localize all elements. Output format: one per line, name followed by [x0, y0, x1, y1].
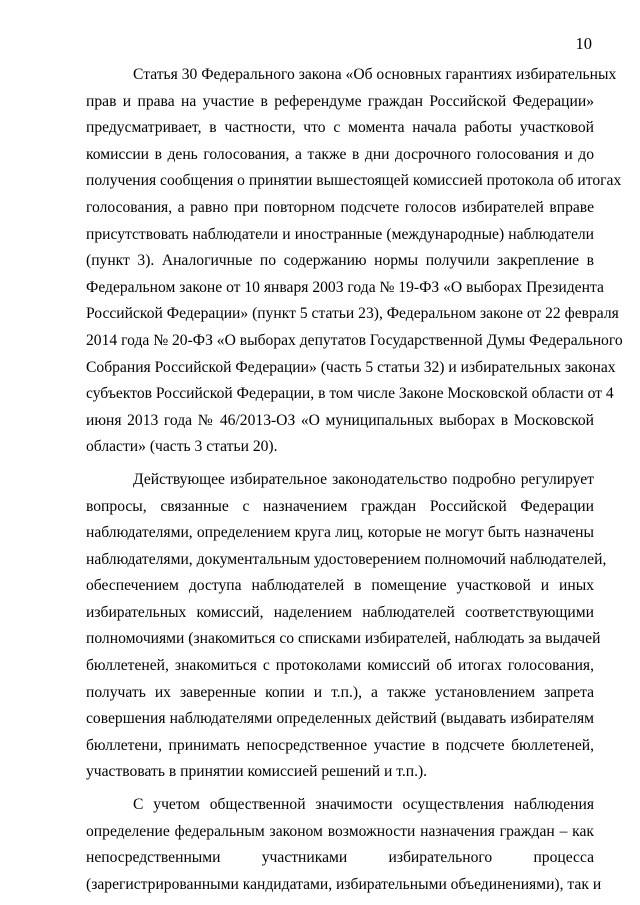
- text-line: участвовать в принятии комиссией решений и т.п.).: [86, 763, 428, 781]
- text-line: совершения наблюдателями определенных действий (выдавать избирателям: [86, 710, 594, 728]
- text-line: Собрания Российской Федерации» (часть 5 статьи 32) и избирательных законах: [86, 358, 616, 376]
- text-line: голосования, а равно при повторном подсчете голосов избирателей вправе: [86, 198, 594, 216]
- body-text: [86, 62, 623, 898]
- text-line: области» (часть 3 статьи 20).: [86, 438, 278, 456]
- text-line: (пункт 3). Аналогичные по содержанию нормы получили закрепление в: [86, 252, 594, 270]
- text-line: полномочиями (знакомиться со списками избирателей, наблюдать за выдачей: [86, 630, 601, 648]
- text-line: получения сообщения о принятии вышестоящей комиссией протокола об итогах: [86, 172, 622, 190]
- text-line: прав и права на участие в референдуме граждан Российской Федерации»: [86, 92, 594, 110]
- page-number: 10: [575, 34, 592, 53]
- text-line: 2014 года № 20-ФЗ «О выборах депутатов Государственной Думы Федерального: [86, 331, 623, 349]
- text-line: бюллетени, принимать непосредственное участие в подсчете бюллетеней,: [86, 736, 594, 754]
- text-line: (зарегистрированными кандидатами, избирательными объединениями), так и: [86, 875, 602, 893]
- text-line: наблюдателями, документальным удостоверением полномочий наблюдателей,: [86, 550, 607, 568]
- text-line: Статья 30 Федерального закона «Об основных гарантиях избирательных: [133, 66, 617, 83]
- text-line: наблюдателями, определением круга лиц, которые не могут быть назначены: [86, 524, 594, 542]
- text-line: комиссии в день голосования, а также в дни досрочного голосования и до: [86, 145, 594, 163]
- text-line: непосредственными участниками избирательного процесса: [86, 849, 594, 867]
- paragraph-article-30: [86, 62, 623, 461]
- text-line: июня 2013 года № 46/2013-ОЗ «О муниципальных выборах в Московской: [86, 411, 594, 429]
- paragraph-public-significance: [86, 792, 602, 898]
- text-line: Российской Федерации» (пункт 5 статьи 23), Федеральном законе от 22 февраля: [86, 305, 619, 323]
- text-line: предусматривает, в частности, что с момента начала работы участковой: [86, 119, 594, 137]
- text-line: определение федеральным законом возможности назначения граждан – как: [86, 822, 594, 840]
- text-line: Действующее избирательное законодательство подробно регулирует: [133, 470, 594, 488]
- text-line: субъектов Российской Федерации, в том числе Законе Московской области от 4: [86, 385, 614, 403]
- text-line: избирательных комиссий, наделением наблюдателей соответствующими: [86, 603, 594, 621]
- text-line: Федеральном законе от 10 января 2003 года № 19-ФЗ «О выборах Президента: [86, 278, 604, 296]
- text-line: бюллетеней, знакомиться с протоколами комиссий об итогах голосования,: [86, 657, 594, 675]
- text-line: присутствовать наблюдатели и иностранные (международные) наблюдатели: [86, 225, 594, 243]
- paragraph-legislation: [86, 467, 607, 786]
- text-line: вопросы, связанные с назначением граждан Российской Федерации: [86, 497, 594, 515]
- text-line: обеспечением доступа наблюдателей в помещение участковой и иных: [86, 577, 594, 595]
- text-line: получать их заверенные копии и т.п.), а также установлением запрета: [86, 683, 594, 701]
- text-line: С учетом общественной значимости осуществления наблюдения: [133, 796, 594, 814]
